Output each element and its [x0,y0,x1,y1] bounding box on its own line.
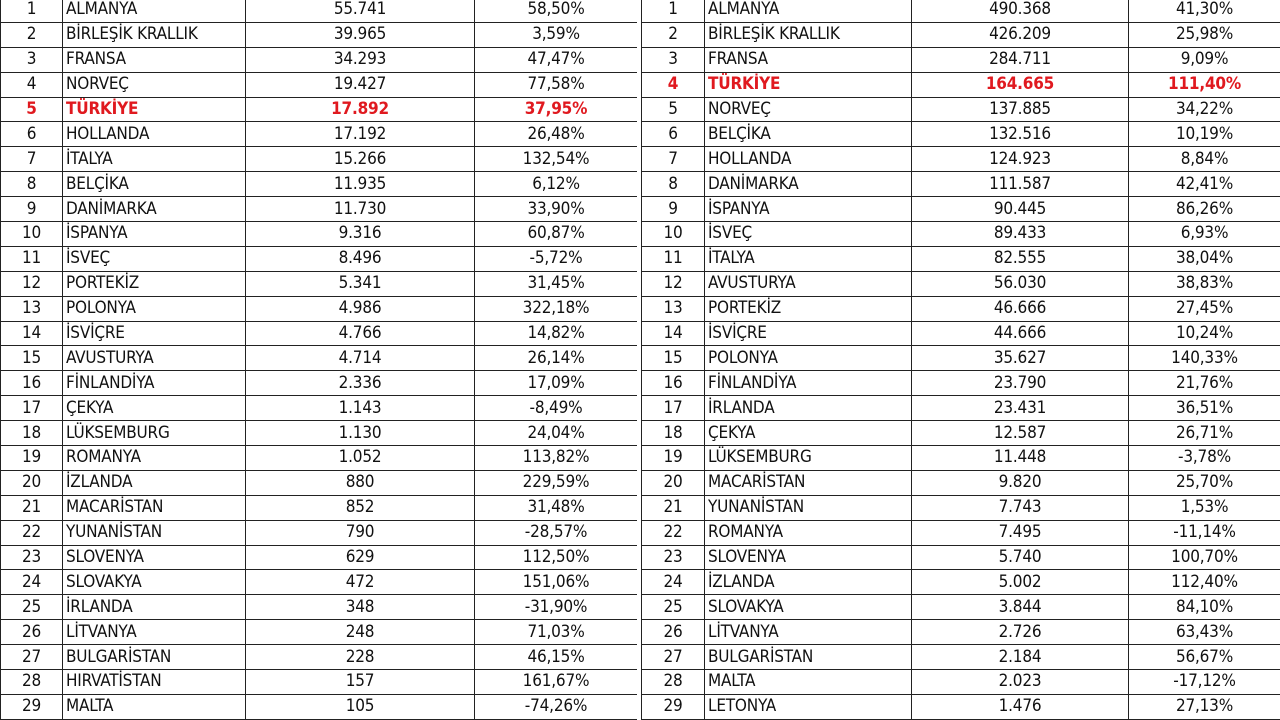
rank-cell: 24 [642,570,705,595]
value-cell: 23.431 [912,396,1129,421]
percent-cell: 60,87% [475,222,638,247]
rank-cell: 29 [1,694,63,719]
value-cell: 5.740 [912,545,1129,570]
country-cell: FRANSA [705,47,912,72]
value-cell: 46.666 [912,296,1129,321]
country-cell: BELÇİKA [705,122,912,147]
value-cell: 44.666 [912,321,1129,346]
country-cell: ÇEKYA [63,396,246,421]
rank-cell: 21 [1,495,63,520]
value-cell: 89.433 [912,222,1129,247]
rank-cell: 6 [642,122,705,147]
percent-cell: 14,82% [475,321,638,346]
table-row [1,694,638,719]
rank-cell: 22 [642,520,705,545]
percent-cell: -5,72% [475,246,638,271]
percent-cell: 17,09% [475,371,638,396]
percent-cell: -3,78% [1129,446,1280,471]
percent-cell: 27,13% [1129,694,1280,719]
table-row [1,147,638,172]
country-cell: İRLANDA [63,595,246,620]
value-cell: 15.266 [246,147,475,172]
rank-cell: 20 [642,470,705,495]
table-row [1,271,638,296]
percent-cell: 84,10% [1129,595,1280,620]
table-row [1,421,638,446]
percent-cell: 100,70% [1129,545,1280,570]
country-cell: İSVİÇRE [63,321,246,346]
country-cell: İSPANYA [63,222,246,247]
table-row [1,172,638,197]
percent-cell: 132,54% [475,147,638,172]
percent-cell: 37,95% [475,97,638,122]
rank-cell: 17 [642,396,705,421]
country-cell: ÇEKYA [705,421,912,446]
percent-cell: 77,58% [475,72,638,97]
table-row [642,495,1280,520]
percent-cell: 322,18% [475,296,638,321]
table-row [1,670,638,695]
value-cell: 248 [246,620,475,645]
rank-cell: 3 [642,47,705,72]
value-cell: 472 [246,570,475,595]
percent-cell: 58,50% [475,0,638,22]
rank-cell: 10 [1,222,63,247]
percent-cell: 33,90% [475,197,638,222]
table-row [1,620,638,645]
country-cell: BULGARİSTAN [705,645,912,670]
table-row [1,545,638,570]
value-cell: 852 [246,495,475,520]
right-ranking-table [641,0,1280,720]
country-cell: ROMANYA [63,446,246,471]
value-cell: 11.935 [246,172,475,197]
rank-cell: 25 [1,595,63,620]
table-row [1,570,638,595]
value-cell: 132.516 [912,122,1129,147]
value-cell: 2.726 [912,620,1129,645]
country-cell: İSVİÇRE [705,321,912,346]
percent-cell: 21,76% [1129,371,1280,396]
table-row [642,47,1280,72]
rank-cell: 16 [642,371,705,396]
percent-cell: 25,70% [1129,470,1280,495]
table-row [642,545,1280,570]
value-cell: 11.730 [246,197,475,222]
rank-cell: 21 [642,495,705,520]
country-cell: BİRLEŞİK KRALLIK [63,22,246,47]
table-row [642,694,1280,719]
percent-cell: 151,06% [475,570,638,595]
value-cell: 56.030 [912,271,1129,296]
percent-cell: -11,14% [1129,520,1280,545]
country-cell: YUNANİSTAN [705,495,912,520]
value-cell: 1.130 [246,421,475,446]
country-cell: SLOVENYA [705,545,912,570]
country-cell: SLOVAKYA [705,595,912,620]
table-row [642,645,1280,670]
percent-cell: -31,90% [475,595,638,620]
percent-cell: 111,40% [1129,72,1280,97]
rank-cell: 11 [1,246,63,271]
table-row [1,371,638,396]
country-cell: İTALYA [705,246,912,271]
value-cell: 284.711 [912,47,1129,72]
rank-cell: 3 [1,47,63,72]
country-cell: İSPANYA [705,197,912,222]
value-cell: 39.965 [246,22,475,47]
percent-cell: 41,30% [1129,0,1280,22]
value-cell: 137.885 [912,97,1129,122]
rank-cell: 24 [1,570,63,595]
rank-cell: 1 [642,0,705,22]
rank-cell: 15 [642,346,705,371]
rank-cell: 18 [1,421,63,446]
table-row [642,246,1280,271]
table-row [1,595,638,620]
country-cell: FRANSA [63,47,246,72]
value-cell: 629 [246,545,475,570]
country-cell: SLOVENYA [63,545,246,570]
rank-cell: 27 [642,645,705,670]
left-ranking-table [0,0,638,720]
rank-cell: 17 [1,396,63,421]
percent-cell: 25,98% [1129,22,1280,47]
table-row [642,122,1280,147]
rank-cell: 4 [642,72,705,97]
left-table-body [1,0,638,719]
country-cell: BİRLEŞİK KRALLIK [705,22,912,47]
percent-cell: 38,83% [1129,271,1280,296]
value-cell: 9.820 [912,470,1129,495]
percent-cell: 10,24% [1129,321,1280,346]
table-row [1,197,638,222]
table-row [1,446,638,471]
percent-cell: 42,41% [1129,172,1280,197]
value-cell: 5.341 [246,271,475,296]
country-cell: DANİMARKA [63,197,246,222]
table-row [1,296,638,321]
country-cell: BULGARİSTAN [63,645,246,670]
country-cell: İTALYA [63,147,246,172]
value-cell: 348 [246,595,475,620]
rank-cell: 8 [1,172,63,197]
value-cell: 2.336 [246,371,475,396]
table-row [642,97,1280,122]
rank-cell: 19 [1,446,63,471]
country-cell: AVUSTURYA [705,271,912,296]
percent-cell: 6,12% [475,172,638,197]
table-row [642,0,1280,22]
rank-cell: 9 [1,197,63,222]
table-row [642,197,1280,222]
value-cell: 3.844 [912,595,1129,620]
rank-cell: 16 [1,371,63,396]
table-row [642,371,1280,396]
percent-cell: 3,59% [475,22,638,47]
value-cell: 5.002 [912,570,1129,595]
rank-cell: 12 [1,271,63,296]
rank-cell: 29 [642,694,705,719]
value-cell: 11.448 [912,446,1129,471]
value-cell: 55.741 [246,0,475,22]
percent-cell: 161,67% [475,670,638,695]
table-row [642,396,1280,421]
value-cell: 2.184 [912,645,1129,670]
table-row [642,321,1280,346]
value-cell: 1.052 [246,446,475,471]
percent-cell: 26,48% [475,122,638,147]
value-cell: 426.209 [912,22,1129,47]
country-cell: AVUSTURYA [63,346,246,371]
rank-cell: 2 [642,22,705,47]
percent-cell: 140,33% [1129,346,1280,371]
value-cell: 111.587 [912,172,1129,197]
rank-cell: 7 [1,147,63,172]
country-cell: LETONYA [705,694,912,719]
country-cell: BELÇİKA [63,172,246,197]
percent-cell: 86,26% [1129,197,1280,222]
rank-cell: 1 [1,0,63,22]
table-row [1,47,638,72]
table-row [642,222,1280,247]
value-cell: 1.143 [246,396,475,421]
table-row [642,670,1280,695]
country-cell: İZLANDA [705,570,912,595]
value-cell: 4.766 [246,321,475,346]
percent-cell: 112,40% [1129,570,1280,595]
table-row [642,172,1280,197]
value-cell: 490.368 [912,0,1129,22]
country-cell: MACARİSTAN [63,495,246,520]
percent-cell: -8,49% [475,396,638,421]
country-cell: İSVEÇ [63,246,246,271]
rank-cell: 18 [642,421,705,446]
country-cell: ALMANYA [63,0,246,22]
percent-cell: 112,50% [475,545,638,570]
table-row [642,72,1280,97]
table-row [1,97,638,122]
table-row [642,620,1280,645]
value-cell: 8.496 [246,246,475,271]
percent-cell: 56,67% [1129,645,1280,670]
rank-cell: 8 [642,172,705,197]
country-cell: DANİMARKA [705,172,912,197]
value-cell: 19.427 [246,72,475,97]
value-cell: 17.192 [246,122,475,147]
value-cell: 1.476 [912,694,1129,719]
right-table-body [642,0,1280,719]
country-cell: İSVEÇ [705,222,912,247]
country-cell: HOLLANDA [63,122,246,147]
rank-cell: 26 [1,620,63,645]
rank-cell: 19 [642,446,705,471]
percent-cell: 1,53% [1129,495,1280,520]
table-row [1,122,638,147]
table-row [642,346,1280,371]
country-cell: İRLANDA [705,396,912,421]
country-cell: MALTA [705,670,912,695]
table-row [1,0,638,22]
percent-cell: 34,22% [1129,97,1280,122]
value-cell: 23.790 [912,371,1129,396]
table-row [642,421,1280,446]
table-row [642,22,1280,47]
rank-cell: 9 [642,197,705,222]
value-cell: 157 [246,670,475,695]
value-cell: 790 [246,520,475,545]
rank-cell: 5 [1,97,63,122]
percent-cell: 6,93% [1129,222,1280,247]
rank-cell: 22 [1,520,63,545]
country-cell: FİNLANDİYA [63,371,246,396]
rank-cell: 13 [1,296,63,321]
country-cell: TÜRKİYE [63,97,246,122]
country-cell: ALMANYA [705,0,912,22]
country-cell: NORVEÇ [705,97,912,122]
value-cell: 2.023 [912,670,1129,695]
rank-cell: 14 [1,321,63,346]
rank-cell: 10 [642,222,705,247]
country-cell: MALTA [63,694,246,719]
percent-cell: 113,82% [475,446,638,471]
rank-cell: 11 [642,246,705,271]
rank-cell: 2 [1,22,63,47]
country-cell: POLONYA [63,296,246,321]
percent-cell: 63,43% [1129,620,1280,645]
percent-cell: 38,04% [1129,246,1280,271]
rank-cell: 27 [1,645,63,670]
country-cell: SLOVAKYA [63,570,246,595]
rank-cell: 12 [642,271,705,296]
percent-cell: 71,03% [475,620,638,645]
rank-cell: 4 [1,72,63,97]
value-cell: 90.445 [912,197,1129,222]
value-cell: 7.495 [912,520,1129,545]
table-row [642,147,1280,172]
country-cell: TÜRKİYE [705,72,912,97]
country-cell: HOLLANDA [705,147,912,172]
country-cell: LÜKSEMBURG [63,421,246,446]
country-cell: FİNLANDİYA [705,371,912,396]
rank-cell: 5 [642,97,705,122]
value-cell: 17.892 [246,97,475,122]
table-row [1,72,638,97]
country-cell: LÜKSEMBURG [705,446,912,471]
table-row [642,520,1280,545]
value-cell: 12.587 [912,421,1129,446]
percent-cell: 36,51% [1129,396,1280,421]
percent-cell: 27,45% [1129,296,1280,321]
table-row [1,346,638,371]
country-cell: MACARİSTAN [705,470,912,495]
value-cell: 9.316 [246,222,475,247]
country-cell: NORVEÇ [63,72,246,97]
rank-cell: 23 [1,545,63,570]
percent-cell: -17,12% [1129,670,1280,695]
country-cell: YUNANİSTAN [63,520,246,545]
percent-cell: 24,04% [475,421,638,446]
percent-cell: 10,19% [1129,122,1280,147]
table-row [642,470,1280,495]
table-row [642,570,1280,595]
country-cell: PORTEKİZ [63,271,246,296]
table-row [642,595,1280,620]
rank-cell: 13 [642,296,705,321]
rank-cell: 26 [642,620,705,645]
table-row [1,520,638,545]
rank-cell: 15 [1,346,63,371]
country-cell: PORTEKİZ [705,296,912,321]
rank-cell: 25 [642,595,705,620]
rank-cell: 14 [642,321,705,346]
percent-cell: 46,15% [475,645,638,670]
table-row [642,271,1280,296]
rank-cell: 28 [1,670,63,695]
value-cell: 34.293 [246,47,475,72]
table-row [1,222,638,247]
rank-cell: 23 [642,545,705,570]
percent-cell: 9,09% [1129,47,1280,72]
value-cell: 164.665 [912,72,1129,97]
table-row [1,396,638,421]
percent-cell: 8,84% [1129,147,1280,172]
table-row [642,296,1280,321]
country-cell: LİTVANYA [63,620,246,645]
table-row [1,321,638,346]
table-row [1,495,638,520]
value-cell: 4.986 [246,296,475,321]
table-row [1,22,638,47]
percent-cell: 26,71% [1129,421,1280,446]
percent-cell: 47,47% [475,47,638,72]
rank-cell: 6 [1,122,63,147]
country-cell: ROMANYA [705,520,912,545]
table-row [1,246,638,271]
rank-cell: 28 [642,670,705,695]
value-cell: 82.555 [912,246,1129,271]
country-cell: HIRVATİSTAN [63,670,246,695]
country-cell: İZLANDA [63,470,246,495]
percent-cell: 229,59% [475,470,638,495]
percent-cell: -28,57% [475,520,638,545]
percent-cell: 31,45% [475,271,638,296]
country-cell: LİTVANYA [705,620,912,645]
value-cell: 880 [246,470,475,495]
table-row [642,446,1280,471]
value-cell: 4.714 [246,346,475,371]
rank-cell: 20 [1,470,63,495]
table-row [1,645,638,670]
country-cell: POLONYA [705,346,912,371]
table-row [1,470,638,495]
percent-cell: -74,26% [475,694,638,719]
percent-cell: 26,14% [475,346,638,371]
value-cell: 7.743 [912,495,1129,520]
value-cell: 124.923 [912,147,1129,172]
rank-cell: 7 [642,147,705,172]
value-cell: 105 [246,694,475,719]
value-cell: 35.627 [912,346,1129,371]
value-cell: 228 [246,645,475,670]
percent-cell: 31,48% [475,495,638,520]
